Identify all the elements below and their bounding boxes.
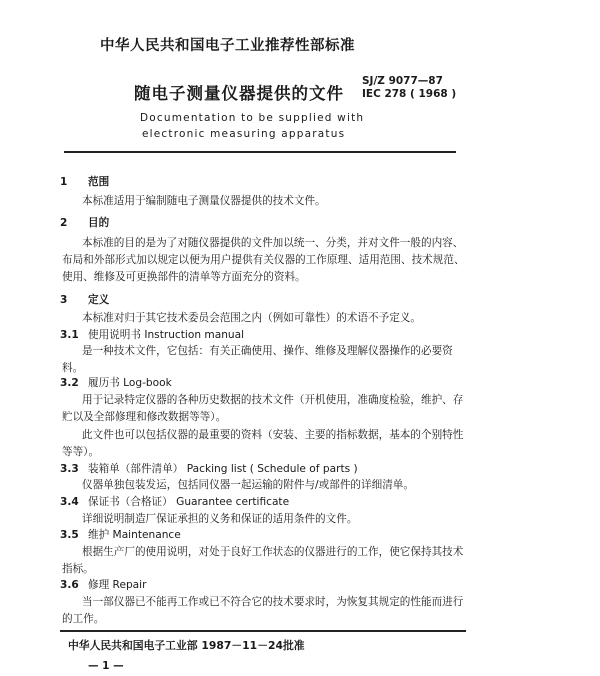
section-3-body: 本标准对归于其它技术委员会范围之内（例如可靠性）的术语不予定义。 [82, 312, 421, 324]
standard-org-heading: 中华人民共和国电子工业推荐性部标准 [100, 38, 355, 54]
section-number: 3.1 [60, 329, 79, 341]
section-number: 3.6 [60, 579, 79, 591]
section-3-3-line-1: 仪器单独包装发运，包括同仪器一起运输的附件与/或部件的详细清单。 [82, 479, 414, 491]
section-3-6-line-1: 当一部仪器已不能再工作或已不符合它的技术要求时，为恢复其规定的性能而进行 [82, 596, 464, 608]
section-3-6-line-2: 的工作。 [62, 613, 105, 625]
footer-rule [60, 630, 466, 632]
section-number: 1 [60, 176, 68, 188]
section-title: 范围 [88, 176, 110, 188]
section-3-6-term [60, 577, 146, 594]
section-1-heading [60, 174, 109, 191]
section-2-line-3: 使用、维修及可更换部件的清单等方面充分的资料。 [62, 271, 306, 283]
section-3-2-line-2: 贮以及全部修理和修改数据等等）。 [62, 411, 227, 423]
term: 维护 Maintenance [88, 529, 181, 541]
section-number: 3.4 [60, 496, 79, 508]
term: 保证书（合格证） Guarantee certificate [88, 496, 290, 508]
section-number: 3.5 [60, 529, 79, 541]
section-number: 3.3 [60, 463, 79, 475]
section-number: 3.2 [60, 377, 79, 389]
term: 履历书 Log-book [88, 377, 172, 389]
section-3-1-line-1: 是一种技术文件，它包括：有关正确使用、操作、维修及理解仪器操作的必要资 [82, 345, 453, 357]
section-3-4-line-1: 详细说明制造厂保证承担的义务和保证的适用条件的文件。 [82, 513, 358, 525]
section-3-5-term [60, 527, 181, 544]
section-title: 目的 [88, 217, 110, 229]
standard-code-1: SJ/Z 9077—87 [362, 75, 443, 87]
title-en-line-2: electronic measuring apparatus [142, 128, 346, 140]
section-3-1-term [60, 327, 244, 344]
section-title: 定义 [88, 294, 110, 306]
page-number: — 1 — [88, 660, 124, 672]
standard-code-2: IEC 278 ( 1968 ) [362, 88, 457, 100]
header-rule [64, 151, 456, 153]
title-cn: 随电子测量仪器提供的文件 [134, 84, 344, 103]
section-3-2-line-4: 等等）。 [62, 446, 100, 458]
section-number: 3 [60, 294, 68, 306]
section-3-5-line-1: 根据生产厂的使用说明，对处于良好工作状态的仪器进行的工作，使它保持其技术 [82, 546, 464, 558]
section-1-body: 本标准适用于编制随电子测量仪器提供的技术文件。 [82, 195, 326, 207]
section-2-line-2: 布局和外部形式加以规定以便为用户提供有关仪器的工作原理、适用范围、技术规范、 [62, 254, 465, 266]
section-3-4-term [60, 494, 289, 511]
term: 装箱单（部件清单） Packing list ( Schedule of parts ) [88, 463, 358, 475]
section-3-5-line-2: 指标。 [62, 563, 94, 575]
section-number: 2 [60, 217, 68, 229]
section-3-1-line-2: 料。 [62, 362, 84, 374]
section-3-heading [60, 292, 109, 309]
section-3-2-line-3: 此文件也可以包括仪器的最重要的资料（安装、主要的指标数据，基本的个别特性 [82, 429, 464, 441]
title-en-line-1: Documentation to be supplied with [140, 112, 365, 124]
term: 使用说明书 Instruction manual [88, 329, 245, 341]
section-3-2-line-1: 用于记录特定仪器的各种历史数据的技术文件（开机使用，准确度检验，维护、存 [82, 394, 464, 406]
section-3-2-term [60, 375, 172, 392]
section-3-3-term [60, 461, 358, 478]
section-2-line-1: 本标准的目的是为了对随仪器提供的文件加以统一、分类，并对文件一般的内容、 [82, 237, 464, 249]
term: 修理 Repair [88, 579, 147, 591]
approval-line: 中华人民共和国电子工业部 1987－11－24批准 [68, 639, 305, 652]
section-2-heading [60, 215, 109, 232]
